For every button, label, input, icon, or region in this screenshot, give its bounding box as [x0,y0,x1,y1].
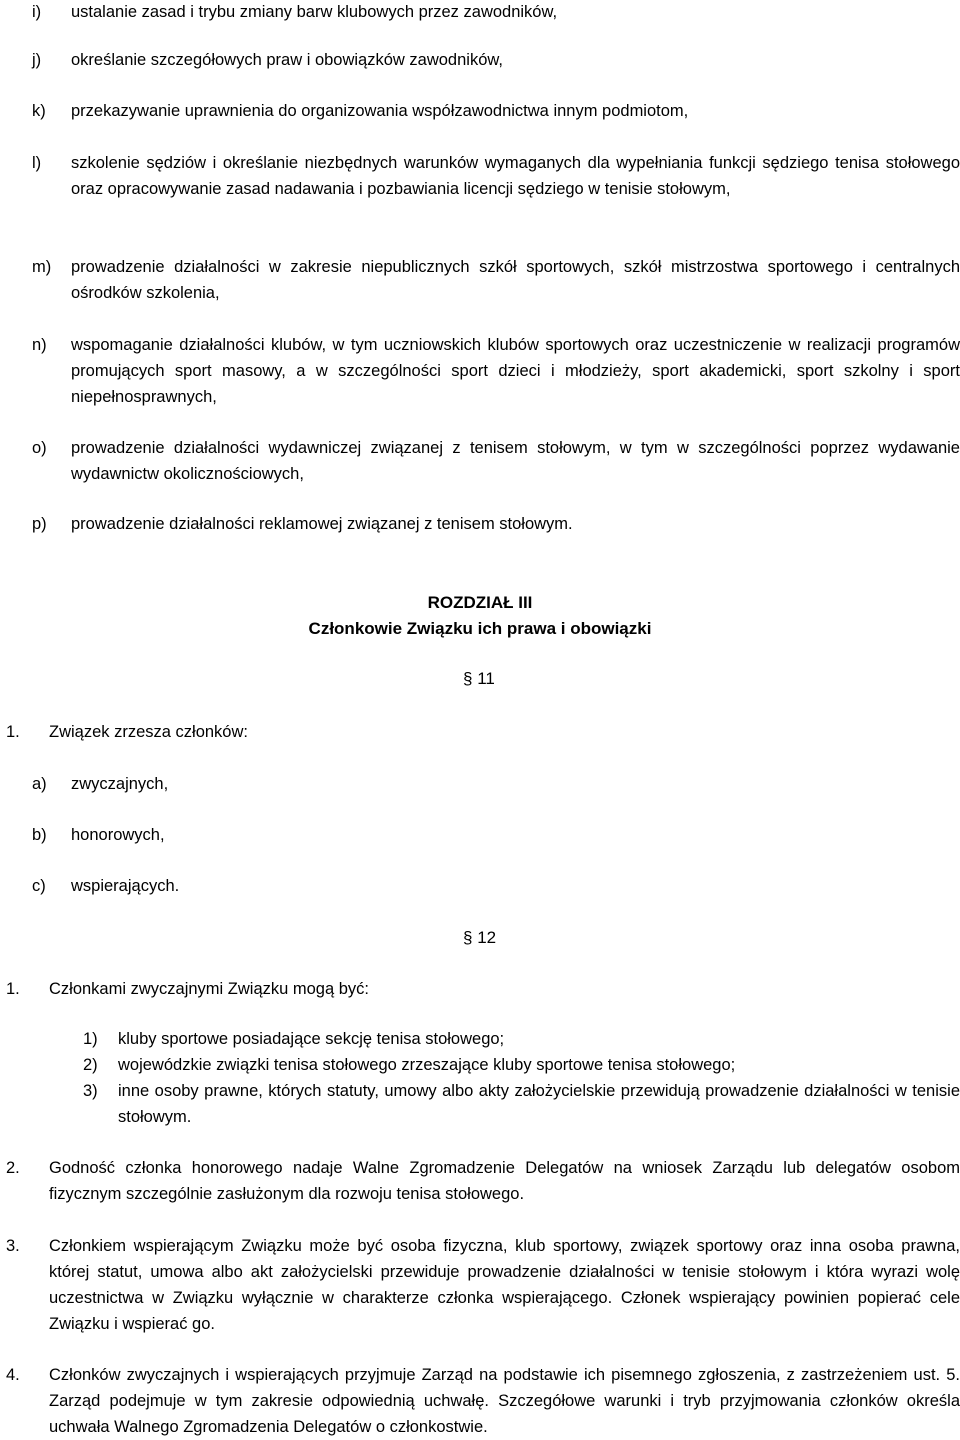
regular-member-3 [83,1078,960,1130]
section-number: 11 [477,669,495,688]
list-item-n [32,332,960,410]
list-marker: l) [32,154,42,172]
list-marker: j) [32,51,42,69]
list-marker: a) [32,775,47,793]
list-text: prowadzenie działalności wydawniczej związanej z tenisem stołowym, w tym w szczególności poprzez wydawanie wydawnictw okolicznościowych, [71,439,960,483]
section-12-p4 [6,1362,960,1440]
list-marker: i) [32,3,42,21]
list-item-i [32,0,960,25]
list-marker: p) [32,515,47,533]
paragraph-number: 2. [6,1159,20,1177]
list-marker: 2) [83,1056,98,1074]
list-text: prowadzenie działalności w zakresie niepublicznych szkół sportowych, szkół mistrzostwa sportowego i centralnych ośrodków szkolenia, [71,258,960,302]
paragraph-number: 1. [6,980,20,998]
paragraph-text: Członkiem wspierającym Związku może być osoba fizyczna, klub sportowy, związek sportowy oraz inna osoba prawna, której statut, umowa albo akt założycielski przewiduje prowadzenie działalności w tenisie stołowym i która wyrazi wolę uczestnictwa w Związku wyłącznie w charakterze członka wspierającego. Członek wspierający powinien popierać cele Związku i wspierać go. [49,1237,960,1333]
list-text: ustalanie zasad i trybu zmiany barw klubowych przez zawodników, [71,3,558,21]
section-12-p3 [6,1233,960,1337]
chapter-title: ROZDZIAŁ III [427,593,533,612]
paragraph-number: 1. [6,723,20,741]
list-item-p [32,511,960,537]
member-type-a [32,771,960,797]
list-marker: c) [32,877,46,895]
list-text: wspomaganie działalności klubów, w tym uczniowskich klubów sportowych oraz uczestniczenie w realizacji programów promujących sport masowy, a w szczególności sport dzieci i młodzieży, sport akademicki, sport szkolny i sport niepełnosprawnych, [71,336,960,406]
paragraph-text: Członków zwyczajnych i wspierających przyjmuje Zarząd na podstawie ich pisemnego zgłoszenia, z zastrzeżeniem ust. 5. Zarząd podejmuje w tym zakresie odpowiednią uchwałę. Szczegółowe warunki i tryb przyjmowania członków określa uchwała Walnego Zgromadzenia Delegatów o członkostwie. [49,1366,960,1436]
list-item-l [32,150,960,202]
list-text: prowadzenie działalności reklamowej związanej z tenisem stołowym. [71,515,573,533]
section-12-heading [463,925,496,951]
paragraph-text: Związek zrzesza członków: [49,723,248,741]
list-item-k [32,98,960,124]
list-text: przekazywanie uprawnienia do organizowania współzawodnictwa innym podmiotom, [71,102,689,120]
chapter-subtitle: Członkowie Związku ich prawa i obowiązki [308,619,652,638]
list-marker: k) [32,102,46,120]
list-item-j [32,47,960,73]
section-11-intro [6,719,960,745]
list-marker: 3) [83,1082,98,1100]
list-marker: n) [32,336,47,354]
list-item-m [32,254,960,306]
section-symbol: § [463,928,473,947]
list-marker: m) [32,258,52,276]
regular-member-1 [83,1026,960,1052]
section-12-p2 [6,1155,960,1207]
list-marker: o) [32,439,47,457]
member-type-b [32,822,960,848]
list-text: kluby sportowe posiadające sekcję tenisa stołowego; [118,1030,505,1048]
regular-member-2 [83,1052,960,1078]
paragraph-text: Członkami zwyczajnymi Związku mogą być: [49,980,370,998]
paragraph-text: Godność członka honorowego nadaje Walne Zgromadzenie Delegatów na wniosek Zarządu lub delegatów osobom fizycznym szczególnie zasłużonym dla rozwoju tenisa stołowego. [49,1159,960,1203]
section-12-p1 [6,976,960,1002]
paragraph-number: 3. [6,1237,20,1255]
list-text: honorowych, [71,826,165,844]
list-marker: 1) [83,1030,98,1048]
list-text: szkolenie sędziów i określanie niezbędnych warunków wymaganych dla wypełniania funkcji sędziego tenisa stołowego oraz opracowywanie zasad nadawania i pozbawiania licencji sędziego w tenisie stołowym, [71,154,960,198]
list-text: określanie szczegółowych praw i obowiązków zawodników, [71,51,503,69]
section-symbol: § [463,669,473,688]
member-type-c [32,873,960,899]
list-item-o [32,435,960,487]
section-11-heading [463,666,495,692]
paragraph-number: 4. [6,1366,20,1384]
list-text: zwyczajnych, [71,775,169,793]
list-text: inne osoby prawne, których statuty, umowy albo akty założycielskie przewidują prowadzenie działalności w tenisie stołowym. [118,1082,960,1126]
list-marker: b) [32,826,47,844]
section-number: 12 [477,928,497,947]
list-text: wojewódzkie związki tenisa stołowego zrzeszające kluby sportowe tenisa stołowego; [118,1056,736,1074]
list-text: wspierających. [71,877,180,895]
